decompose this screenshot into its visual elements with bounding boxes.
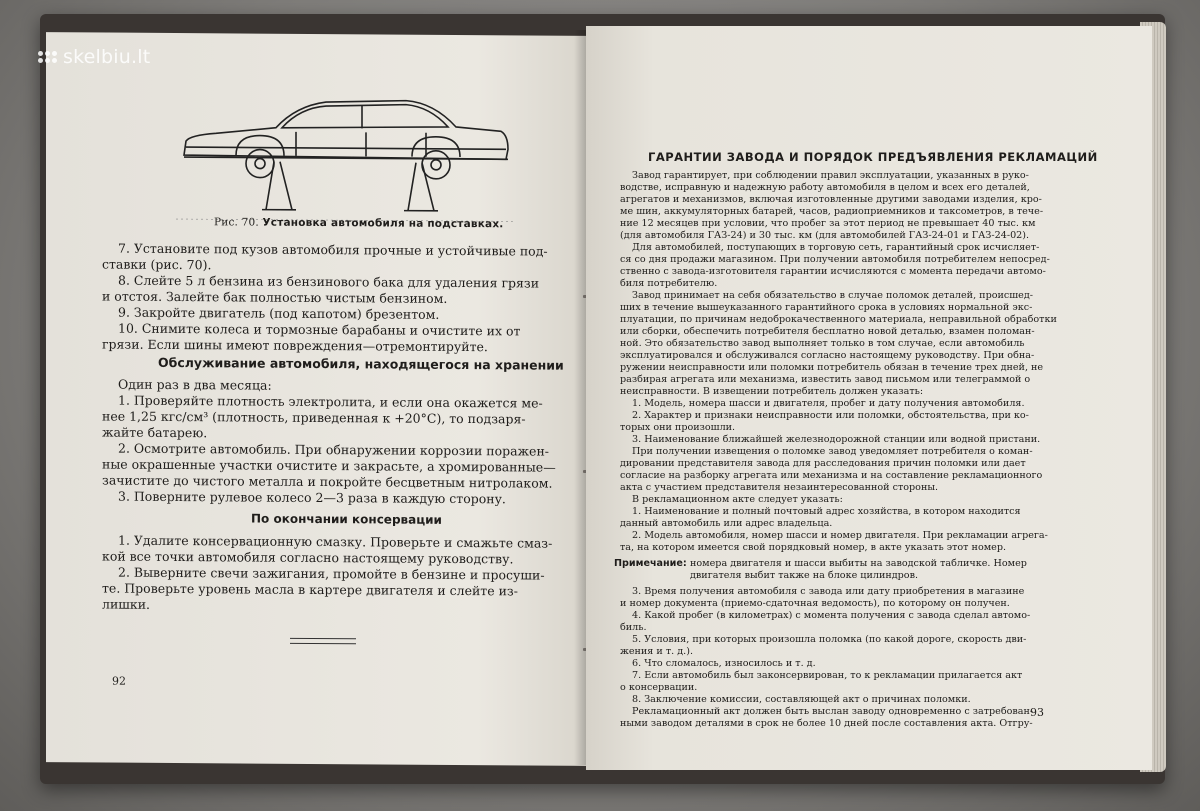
text-line: данный автомобиль или адрес владельца.: [620, 518, 833, 529]
car-on-stands-illustration: [176, 91, 516, 228]
text-line: 4. Какой пробег (в километрах) с момента получения с завода сделал автомо-: [632, 610, 1031, 621]
watermark-logo: [38, 46, 150, 68]
watermark-text: skelbiu.lt: [63, 46, 151, 68]
text-line: 10. Снимите колеса и тормозные барабаны и очистите их от: [118, 320, 521, 339]
text-line: жения и т. д.).: [620, 646, 693, 657]
text-line: и номер документа (приемо-сдаточная ведомость), по которому он получен.: [620, 598, 1010, 609]
text-line: При получении извещения о поломке завод уведомляет потребителя о коман-: [632, 446, 1033, 457]
text-line: ние 12 месяцев при условии, что пробег за этот период не превышает 40 тыс. км: [620, 218, 1036, 229]
text-line: торых они произошли.: [620, 422, 736, 433]
text-line: ших в течение вышеуказанного гарантийного срока в условиях нормальной экс-: [620, 302, 1033, 313]
section-heading-storage: Обслуживание автомобиля, находящегося на хранении: [158, 354, 564, 373]
text-line: Один раз в два месяца:: [118, 376, 272, 393]
text-line: номера двигателя и шасси выбиты на заводской табличке. Номер: [690, 558, 1027, 569]
text-line: биля потребителю.: [620, 278, 718, 289]
text-line: разбирая агрегата или механизма, известить завод письмом или телеграммой о: [620, 374, 1031, 385]
text-line: 6. Что сломалось, износилось и т. д.: [632, 658, 816, 669]
text-line: 3. Наименование ближайшей железнодорожной станции или водной пристани.: [632, 434, 1041, 445]
text-line: 1. Наименование и полный почтовый адрес хозяйства, в котором находится: [632, 506, 1021, 517]
text-line: дировании представителя завода для расследования причин поломки или дает: [620, 458, 1026, 469]
text-line: водстве, исправную и надежную работу автомобиля в целом и всех его деталей,: [620, 182, 1030, 193]
text-line: 9. Закройте двигатель (под капотом) брезентом.: [118, 304, 440, 322]
page-number-left: 92: [112, 674, 126, 688]
text-line: плуатации, по причинам недоброкачественного материала, неправильной обработки: [620, 314, 1057, 325]
text-line: биль.: [620, 622, 647, 633]
text-line: зачистите до чистого металла и покройте бесцветным нитролаком.: [102, 472, 553, 491]
text-line: Рекламационный акт должен быть выслан заводу одновременно с затребован-: [632, 706, 1034, 717]
text-line: 2. Характер и признаки неисправности или поломки, обстоятельства, при ко-: [632, 410, 1029, 421]
left-page: [46, 32, 586, 766]
section-heading-end-of-storage: По окончании консервации: [251, 511, 442, 527]
text-line: 2. Осмотрите автомобиль. При обнаружении коррозии поражен-: [118, 440, 550, 459]
text-line: 2. Выверните свечи зажигания, промойте в бензине и просуши-: [118, 564, 545, 583]
text-line: неисправности. В извещении потребитель должен указать:: [620, 386, 924, 397]
text-line: те. Проверьте уровень масла в картере двигателя и слейте из-: [102, 580, 518, 599]
text-line: Завод гарантирует, при соблюдении правил эксплуатации, указанных в руко-: [632, 170, 1029, 181]
warranty-title: ГАРАНТИИ ЗАВОДА И ПОРЯДОК ПРЕДЪЯВЛЕНИЯ РЕКЛАМАЦИЙ: [648, 150, 1098, 164]
text-line: Для автомобилей, поступающих в торговую сеть, гарантийный срок исчисляет-: [632, 242, 1040, 253]
text-line: лишки.: [102, 596, 151, 612]
text-line: та, на котором имеется свой порядковый номер, в акте указать этот номер.: [620, 542, 1007, 553]
text-line: двигателя выбит также на блоке цилиндров.: [690, 570, 919, 581]
text-line: ме шин, аккумуляторных батарей, часов, радиоприемников и таксометров, в тече-: [620, 206, 1044, 217]
text-line: агрегатов и механизмов, включая изготовленные другими заводами изделия, кро-: [620, 194, 1042, 205]
text-line: 3. Время получения автомобиля с завода или дату приобретения в магазине: [632, 586, 1025, 597]
text-line: акта с участием представителя незаинтересованной стороны.: [620, 482, 939, 493]
text-line: ственно с завода-изготовителя гарантии исчисляются с момента передачи автомо-: [620, 266, 1046, 277]
text-line: кой все точки автомобиля согласно настоящему руководству.: [102, 548, 514, 567]
text-line: и отстоя. Залейте бак полностью чистым бензином.: [102, 288, 448, 306]
figure-caption-prefix: Рис. 70.: [214, 216, 259, 229]
text-line: согласие на разборку агрегата или механизма и на составление рекламационного: [620, 470, 1043, 481]
text-line: нее 1,25 кгс/см³ (плотность, приведенная к +20°С), то подзаря-: [102, 408, 526, 427]
text-line: о консервации.: [620, 682, 698, 693]
end-rule: [290, 638, 356, 644]
text-line: 2. Модель автомобиля, номер шасси и номер двигателя. При рекламации агрега-: [632, 530, 1048, 541]
text-line: жайте батарею.: [102, 424, 208, 441]
text-line: В рекламационном акте следует указать:: [632, 494, 843, 505]
text-line: ся со дня продажи магазином. При получении автомобиля потребителем непосред-: [620, 254, 1050, 265]
text-line: 8. Заключение комиссии, составляющей акт о причинах поломки.: [632, 694, 971, 705]
text-line: ные окрашенные участки очистите и закрасьте, а хромированные—: [102, 456, 556, 475]
text-line: 1. Удалите консервационную смазку. Проверьте и смажьте смаз-: [118, 532, 553, 551]
text-line: 5. Условия, при которых произошла поломка (по какой дороге, скорость дви-: [632, 634, 1027, 645]
text-line: ными заводом деталями в срок не более 10 дней после составления акта. Отгру-: [620, 718, 1033, 729]
text-line: (для автомобиля ГАЗ-24) и 30 тыс. км (для автомобилей ГАЗ-24-01 и ГАЗ-24-02).: [620, 230, 1030, 241]
text-line: 8. Слейте 5 л бензина из бензинового бака для удаления грязи: [118, 272, 540, 291]
text-line: 1. Модель, номера шасси и двигателя, пробег и дату получения автомобиля.: [632, 398, 1025, 409]
text-line: 1. Проверяйте плотность электролита, и если она окажется ме-: [118, 392, 543, 411]
text-line: ружении неисправности или поломки потребитель обязан в течение трех дней, не: [620, 362, 1044, 373]
text-line: ной. Это обязательство завод выполняет только в том случае, если автомобиль: [620, 338, 1025, 349]
figure-caption: [214, 216, 504, 230]
text-line: эксплуатировался и обслуживался согласно настоящему руководству. При обна-: [620, 350, 1035, 361]
watermark-dots-icon: [38, 51, 57, 63]
text-line: ставки (рис. 70).: [102, 256, 212, 273]
text-line: Завод принимает на себя обязательство в случае поломок деталей, происшед-: [632, 290, 1034, 301]
text-line: 3. Поверните рулевое колесо 2—3 раза в каждую сторону.: [118, 488, 506, 507]
note-label: Примечание:: [614, 558, 687, 569]
text-line: или сборки, обеспечить потребителя бесплатно новой деталью, взамен поломан-: [620, 326, 1035, 337]
figure-caption-title: Установка автомобиля на подставках.: [262, 216, 504, 231]
right-page: [586, 26, 1152, 770]
text-line: 7. Установите под кузов автомобиля прочные и устойчивые под-: [118, 240, 548, 259]
page-number-right: 93: [1030, 706, 1044, 719]
text-line: грязи. Если шины имеют повреждения—отремонтируйте.: [102, 336, 488, 355]
text-line: 7. Если автомобиль был законсервирован, то к рекламации прилагается акт: [632, 670, 1023, 681]
